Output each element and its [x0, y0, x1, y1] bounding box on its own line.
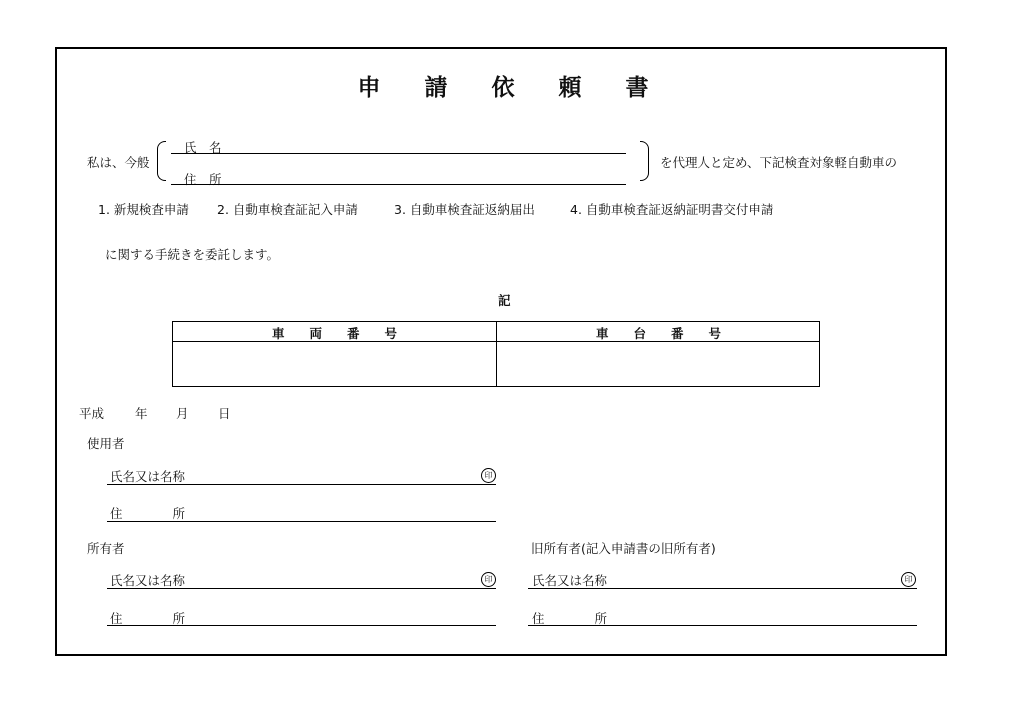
user-heading: 使用者 [87, 436, 125, 451]
item-certificate-return: 3. 自動車検査証返納届出 [394, 202, 535, 217]
item-return-certificate-issuance: 4. 自動車検査証返納証明書交付申請 [570, 202, 774, 217]
title-char: 請 [424, 75, 448, 101]
user-address-label: 住 所 [110, 506, 186, 521]
title-char: 頼 [558, 75, 582, 101]
old-owner-name-line [528, 588, 917, 589]
user-name-label: 氏名又は名称 [110, 469, 186, 484]
document-title [57, 69, 949, 102]
date-year: 年 [135, 406, 148, 421]
date-month: 月 [176, 406, 189, 421]
user-seal-icon: 印 [481, 468, 496, 483]
old-owner-address-label: 住 所 [532, 611, 608, 626]
agent-address-line [171, 184, 626, 185]
intro-prefix: 私は、今般 [87, 155, 150, 170]
owner-name-label: 氏名又は名称 [110, 573, 186, 588]
old-owner-address-line [528, 625, 917, 626]
old-owner-heading: 旧所有者(記入申請書の旧所有者) [531, 541, 716, 556]
vehicle-table [172, 321, 820, 387]
date-day: 日 [218, 406, 231, 421]
user-name-line [107, 484, 496, 485]
title-char: 依 [491, 75, 515, 101]
agent-address-label: 住 所 [184, 172, 222, 187]
title-char: 申 [357, 75, 381, 101]
owner-address-line [107, 625, 496, 626]
item-new-inspection: 1. 新規検査申請 [98, 202, 189, 217]
chassis-number-header: 車 台 番 号 [595, 326, 721, 341]
owner-seal-icon: 印 [481, 572, 496, 587]
owner-name-line [107, 588, 496, 589]
owner-heading: 所有者 [87, 541, 125, 556]
vehicle-number-header: 車 両 番 号 [271, 326, 397, 341]
left-bracket [157, 141, 166, 181]
document-frame [55, 47, 947, 656]
delegation-text: に関する手続きを委託します。 [105, 247, 280, 262]
item-certificate-entry: 2. 自動車検査証記入申請 [217, 202, 358, 217]
ki-label: 記 [498, 293, 511, 308]
right-bracket [640, 141, 649, 181]
table-header-divider [173, 341, 819, 342]
old-owner-seal-icon: 印 [901, 572, 916, 587]
owner-address-label: 住 所 [110, 611, 186, 626]
table-column-divider [496, 322, 497, 386]
agent-name-label: 氏 名 [184, 140, 222, 155]
user-address-line [107, 521, 496, 522]
date-era: 平成 [79, 406, 105, 421]
agent-name-line [171, 153, 626, 154]
old-owner-name-label: 氏名又は名称 [532, 573, 608, 588]
title-char: 書 [625, 75, 649, 101]
intro-suffix: を代理人と定め、下記検査対象軽自動車の [660, 155, 898, 170]
